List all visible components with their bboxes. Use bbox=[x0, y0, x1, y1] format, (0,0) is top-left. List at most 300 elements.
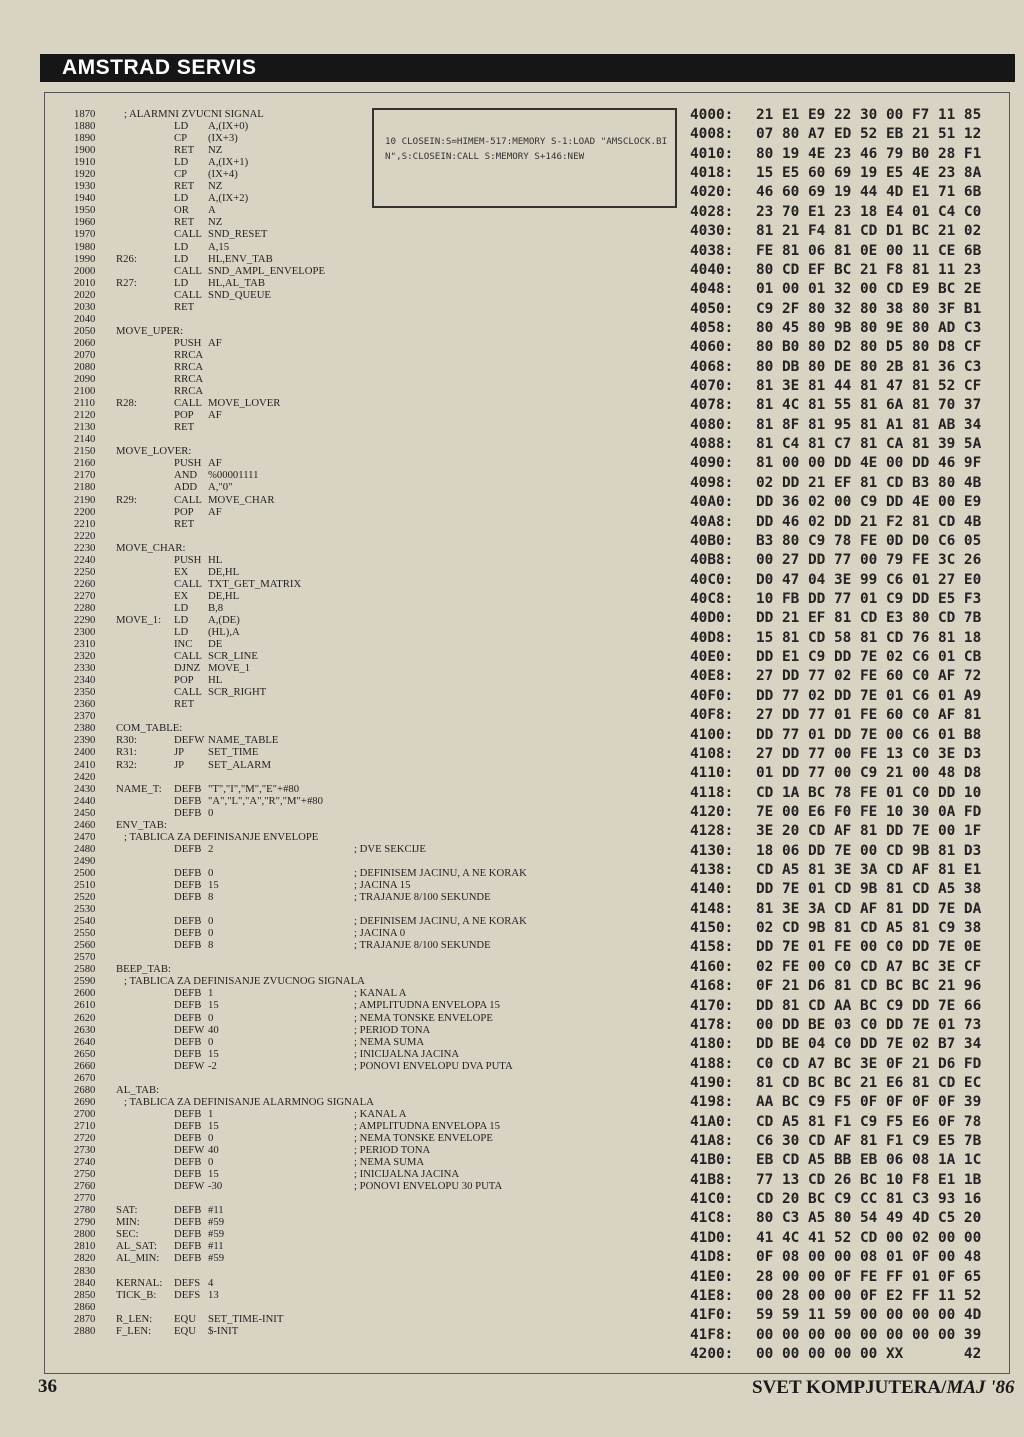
line-number: 2720 bbox=[74, 1131, 96, 1144]
line-opcode: RRCA bbox=[174, 373, 204, 386]
line-operand: 0 bbox=[208, 1156, 214, 1169]
line-operand: 0 bbox=[208, 927, 214, 940]
hex-address: 4028: bbox=[690, 203, 734, 220]
hex-bytes: 0F 21 D6 81 CD BC BC 21 96 bbox=[756, 978, 982, 995]
listing-line bbox=[74, 1180, 674, 1192]
listing-line bbox=[74, 518, 674, 530]
line-number: 2060 bbox=[74, 336, 96, 349]
hex-bytes: DD 21 EF 81 CD E3 80 CD 7B bbox=[756, 610, 982, 627]
line-number: 2430 bbox=[74, 782, 96, 795]
line-opcode: CALL bbox=[174, 288, 202, 301]
hex-row bbox=[690, 784, 1010, 803]
line-number: 2420 bbox=[74, 770, 96, 783]
line-operand: 0 bbox=[208, 1131, 214, 1144]
line-operand: A,15 bbox=[208, 240, 230, 253]
hex-address: 4078: bbox=[690, 397, 734, 414]
line-number: 2190 bbox=[74, 493, 96, 506]
section-title: AMSTRAD SERVIS bbox=[62, 56, 257, 79]
line-operand: "T","I","M","E"+#80 bbox=[208, 782, 300, 795]
line-opcode: LD bbox=[174, 613, 189, 626]
hex-bytes: CD 20 BC C9 CC 81 C3 93 16 bbox=[756, 1191, 982, 1208]
line-opcode: EX bbox=[174, 589, 189, 602]
listing-line bbox=[74, 1228, 674, 1240]
line-number: 2100 bbox=[74, 385, 96, 398]
line-comment: ; JACINA 0 bbox=[354, 927, 406, 940]
listing-line bbox=[74, 1096, 674, 1108]
line-number: 2830 bbox=[74, 1264, 96, 1277]
line-operand: 40 bbox=[208, 1023, 219, 1036]
hex-bytes: 7E 00 E6 F0 FE 10 30 0A FD bbox=[756, 803, 982, 820]
hex-address: 41D0: bbox=[690, 1229, 734, 1246]
listing-line bbox=[74, 590, 674, 602]
hex-bytes: DD 46 02 DD 21 F2 81 CD 4B bbox=[756, 513, 982, 530]
hex-row bbox=[690, 590, 1010, 609]
line-label: MOVE_UPER: bbox=[116, 324, 184, 337]
line-number: 2580 bbox=[74, 963, 96, 976]
line-operand: 8 bbox=[208, 891, 214, 904]
line-number: 2650 bbox=[74, 1047, 96, 1060]
listing-line bbox=[74, 1120, 674, 1132]
line-opcode: LD bbox=[174, 120, 189, 133]
line-opcode: DEFS bbox=[174, 1276, 201, 1289]
line-label: R30: bbox=[116, 734, 137, 747]
hex-row bbox=[690, 416, 1010, 435]
listing-line bbox=[74, 867, 674, 879]
line-number: 2680 bbox=[74, 1083, 96, 1096]
line-operand: #59 bbox=[208, 1216, 225, 1229]
line-number: 2730 bbox=[74, 1144, 96, 1157]
line-number: 2240 bbox=[74, 553, 96, 566]
hex-address: 41A8: bbox=[690, 1133, 734, 1150]
hex-bytes: DD 77 01 DD 7E 00 C6 01 B8 bbox=[756, 726, 982, 743]
hex-address: 40B8: bbox=[690, 552, 734, 569]
hex-address: 41E0: bbox=[690, 1268, 734, 1285]
listing-line bbox=[74, 951, 674, 963]
line-operand: 1 bbox=[208, 987, 214, 1000]
hex-row bbox=[690, 648, 1010, 667]
line-number: 2450 bbox=[74, 806, 96, 819]
line-opcode: JP bbox=[174, 746, 185, 759]
line-number: 2320 bbox=[74, 650, 96, 663]
line-opcode: DEFB bbox=[174, 1228, 202, 1241]
line-number: 2130 bbox=[74, 421, 96, 434]
hex-row bbox=[690, 1209, 1010, 1228]
line-label: MOVE_LOVER: bbox=[116, 445, 192, 458]
hex-row bbox=[690, 300, 1010, 319]
line-opcode: PUSH bbox=[174, 553, 202, 566]
line-number: 2290 bbox=[74, 613, 96, 626]
line-operand: 40 bbox=[208, 1144, 219, 1157]
line-comment: ; KANAL A bbox=[354, 987, 407, 1000]
line-number: 1950 bbox=[74, 204, 96, 217]
line-number: 2140 bbox=[74, 433, 96, 446]
line-number: 2800 bbox=[74, 1228, 96, 1241]
line-opcode: RET bbox=[174, 517, 195, 530]
listing-line bbox=[74, 1012, 674, 1024]
line-opcode: CALL bbox=[174, 577, 202, 590]
line-opcode: POP bbox=[174, 674, 194, 687]
hex-row bbox=[690, 842, 1010, 861]
line-number: 2490 bbox=[74, 854, 96, 867]
hex-row bbox=[690, 396, 1010, 415]
hex-bytes: 81 8F 81 95 81 A1 81 AB 34 bbox=[756, 416, 982, 433]
line-opcode: CALL bbox=[174, 493, 202, 506]
line-label: AL_TAB: bbox=[116, 1083, 160, 1096]
hex-bytes: 80 19 4E 23 46 79 B0 28 F1 bbox=[756, 145, 982, 162]
line-number: 2810 bbox=[74, 1240, 96, 1253]
line-label: R27: bbox=[116, 276, 137, 289]
hex-row bbox=[690, 764, 1010, 783]
listing-line bbox=[74, 566, 674, 578]
line-operand: HL bbox=[208, 553, 223, 566]
hex-bytes: CD A5 81 F1 C9 F5 E6 0F 78 bbox=[756, 1113, 982, 1130]
line-number: 2380 bbox=[74, 722, 96, 735]
line-label: R31: bbox=[116, 746, 137, 759]
line-number: 2870 bbox=[74, 1312, 96, 1325]
hex-row bbox=[690, 1035, 1010, 1054]
line-number: 2230 bbox=[74, 541, 96, 554]
hex-row bbox=[690, 1326, 1010, 1345]
hex-address: 40F0: bbox=[690, 687, 734, 704]
line-number: 2360 bbox=[74, 698, 96, 711]
line-operand: 0 bbox=[208, 806, 214, 819]
hex-bytes: 02 DD 21 EF 81 CD B3 80 4B bbox=[756, 474, 982, 491]
line-number: 2640 bbox=[74, 1035, 96, 1048]
listing-line bbox=[74, 265, 674, 277]
line-number: 2530 bbox=[74, 903, 96, 916]
hex-address: 40A8: bbox=[690, 513, 734, 530]
line-opcode: LD bbox=[174, 252, 189, 265]
hex-row bbox=[690, 106, 1010, 125]
line-opcode: CALL bbox=[174, 686, 202, 699]
line-number: 2170 bbox=[74, 469, 96, 482]
line-number: 1920 bbox=[74, 168, 96, 181]
hex-address: 4188: bbox=[690, 1055, 734, 1072]
hex-row bbox=[690, 164, 1010, 183]
line-number: 1980 bbox=[74, 240, 96, 253]
line-label: BEEP_TAB: bbox=[116, 963, 171, 976]
line-number: 2300 bbox=[74, 626, 96, 639]
hex-row bbox=[690, 454, 1010, 473]
hex-address: 4018: bbox=[690, 165, 734, 182]
hex-row bbox=[690, 513, 1010, 532]
line-number: 2310 bbox=[74, 638, 96, 651]
hex-bytes: DD 7E 01 CD 9B 81 CD A5 38 bbox=[756, 881, 982, 898]
hex-bytes: 15 81 CD 58 81 CD 76 81 18 bbox=[756, 629, 982, 646]
line-opcode: RET bbox=[174, 421, 195, 434]
listing-line bbox=[74, 373, 674, 385]
hex-address: 4038: bbox=[690, 242, 734, 259]
listing-line bbox=[74, 325, 674, 337]
line-operand: SET_TIME-INIT bbox=[208, 1312, 284, 1325]
listing-line bbox=[74, 710, 674, 722]
hex-bytes: 81 00 00 DD 4E 00 DD 46 9F bbox=[756, 455, 982, 472]
hex-bytes: DD 36 02 00 C9 DD 4E 00 E9 bbox=[756, 494, 982, 511]
listing-line bbox=[74, 506, 674, 518]
line-opcode: DEFW bbox=[174, 1180, 205, 1193]
listing-line bbox=[74, 1289, 674, 1301]
line-operand: -2 bbox=[208, 1059, 217, 1072]
listing-line bbox=[74, 903, 674, 915]
line-label: TICK_B: bbox=[116, 1288, 157, 1301]
line-operand: "A","L","A","R","M"+#80 bbox=[208, 794, 323, 807]
magazine-issue: MAJ '86 bbox=[946, 1377, 1015, 1398]
line-label: ENV_TAB: bbox=[116, 818, 167, 831]
assembly-listing bbox=[74, 108, 674, 1358]
listing-line bbox=[74, 241, 674, 253]
line-opcode: AND bbox=[174, 469, 198, 482]
line-opcode: DEFS bbox=[174, 1288, 201, 1301]
listing-line bbox=[74, 746, 674, 758]
line-opcode: RRCA bbox=[174, 385, 204, 398]
line-label: R29: bbox=[116, 493, 137, 506]
line-label: R26: bbox=[116, 252, 137, 265]
hex-address: 4000: bbox=[690, 107, 734, 123]
hex-row bbox=[690, 706, 1010, 725]
hex-bytes: 81 CD BC BC 21 E6 81 CD EC bbox=[756, 1074, 982, 1091]
listing-line bbox=[74, 963, 674, 975]
line-opcode: RET bbox=[174, 144, 195, 157]
hex-bytes: DD 77 02 DD 7E 01 C6 01 A9 bbox=[756, 687, 982, 704]
line-opcode: DEFB bbox=[174, 866, 202, 879]
hex-address: 4098: bbox=[690, 474, 734, 491]
listing-line bbox=[74, 433, 674, 445]
line-label: ; ALARMNI ZVUCNI SIGNAL bbox=[124, 108, 264, 120]
line-comment: ; PERIOD TONA bbox=[354, 1144, 431, 1157]
hex-bytes: DD E1 C9 DD 7E 02 C6 01 CB bbox=[756, 649, 982, 666]
listing-line bbox=[74, 638, 674, 650]
line-number: 2500 bbox=[74, 866, 96, 879]
hex-bytes: 00 00 00 00 00 XX 42 bbox=[756, 1346, 982, 1362]
line-number: 2700 bbox=[74, 1107, 96, 1120]
hex-row bbox=[690, 1345, 1010, 1364]
listing-line bbox=[74, 855, 674, 867]
hex-address: 41C8: bbox=[690, 1210, 734, 1227]
hex-bytes: 3E 20 CD AF 81 DD 7E 00 1F bbox=[756, 823, 982, 840]
hex-bytes: 21 E1 E9 22 30 00 F7 11 85 bbox=[756, 107, 982, 123]
line-opcode: RET bbox=[174, 698, 195, 711]
line-opcode: EQU bbox=[174, 1324, 196, 1337]
line-number: 2860 bbox=[74, 1300, 96, 1313]
line-opcode: LD bbox=[174, 192, 189, 205]
line-operand: 13 bbox=[208, 1288, 219, 1301]
line-operand: 15 bbox=[208, 1047, 219, 1060]
listing-line bbox=[74, 216, 674, 228]
line-operand: A,(DE) bbox=[208, 613, 240, 626]
listing-line bbox=[74, 1204, 674, 1216]
hex-row bbox=[690, 745, 1010, 764]
line-number: 2760 bbox=[74, 1180, 96, 1193]
hex-address: 4020: bbox=[690, 184, 734, 201]
magazine-name: SVET KOMPJUTERA/ bbox=[752, 1377, 947, 1398]
line-opcode: DEFW bbox=[174, 1023, 205, 1036]
hex-address: 41F8: bbox=[690, 1326, 734, 1343]
line-label: MOVE_1: bbox=[116, 613, 162, 626]
line-opcode: DEFB bbox=[174, 1168, 202, 1181]
line-number: 2030 bbox=[74, 300, 96, 313]
hex-row bbox=[690, 880, 1010, 899]
listing-line bbox=[74, 469, 674, 481]
hex-address: 4010: bbox=[690, 145, 734, 162]
line-opcode: PUSH bbox=[174, 457, 202, 470]
line-operand: AF bbox=[208, 409, 222, 422]
hex-address: 41B8: bbox=[690, 1171, 734, 1188]
hex-bytes: CD 1A BC 78 FE 01 C0 DD 10 bbox=[756, 784, 982, 801]
line-number: 2470 bbox=[74, 830, 96, 843]
listing-line bbox=[74, 554, 674, 566]
line-opcode: JP bbox=[174, 758, 185, 771]
line-comment: ; NEMA SUMA bbox=[354, 1035, 425, 1048]
listing-line bbox=[74, 385, 674, 397]
line-opcode: DEFB bbox=[174, 891, 202, 904]
line-label: SAT: bbox=[116, 1204, 138, 1217]
listing-line bbox=[74, 831, 674, 843]
line-operand: A bbox=[208, 204, 216, 217]
listing-line bbox=[74, 1168, 674, 1180]
hex-bytes: 80 CD EF BC 21 F8 81 11 23 bbox=[756, 261, 982, 278]
line-number: 2010 bbox=[74, 276, 96, 289]
line-opcode: CP bbox=[174, 168, 188, 181]
line-opcode: DEFB bbox=[174, 842, 202, 855]
hex-address: 4130: bbox=[690, 842, 734, 859]
line-comment: ; TRAJANJE 8/100 SEKUNDE bbox=[354, 891, 491, 904]
line-opcode: DEFB bbox=[174, 939, 202, 952]
listing-line bbox=[74, 783, 674, 795]
line-opcode: POP bbox=[174, 409, 194, 422]
line-opcode: DJNZ bbox=[174, 662, 201, 675]
hex-row bbox=[690, 997, 1010, 1016]
hex-bytes: 81 3E 81 44 81 47 81 52 CF bbox=[756, 378, 982, 395]
line-number: 2090 bbox=[74, 373, 96, 386]
listing-line bbox=[74, 1156, 674, 1168]
line-comment: ; INICIJALNA JACINA bbox=[354, 1168, 460, 1181]
line-opcode: DEFB bbox=[174, 879, 202, 891]
listing-line bbox=[74, 602, 674, 614]
hex-address: 4090: bbox=[690, 455, 734, 472]
line-opcode: INC bbox=[174, 638, 193, 651]
line-number: 1990 bbox=[74, 252, 96, 265]
hex-bytes: 10 FB DD 77 01 C9 DD E5 F3 bbox=[756, 590, 982, 607]
line-label: AL_MIN: bbox=[116, 1252, 160, 1265]
hex-bytes: 23 70 E1 23 18 E4 01 C4 C0 bbox=[756, 203, 982, 220]
line-operand: (HL),A bbox=[208, 626, 240, 639]
line-label: KERNAL: bbox=[116, 1276, 163, 1289]
line-opcode: RRCA bbox=[174, 348, 204, 361]
line-number: 2460 bbox=[74, 818, 96, 831]
line-opcode: DEFW bbox=[174, 734, 205, 747]
listing-line bbox=[74, 734, 674, 746]
hex-address: 40B0: bbox=[690, 532, 734, 549]
line-opcode: DEFB bbox=[174, 1119, 202, 1132]
hex-address: 4120: bbox=[690, 803, 734, 820]
line-opcode: CALL bbox=[174, 228, 202, 241]
line-opcode: CALL bbox=[174, 397, 202, 410]
line-label: SEC: bbox=[116, 1228, 139, 1241]
line-number: 2210 bbox=[74, 517, 96, 530]
line-operand: 15 bbox=[208, 879, 219, 891]
hex-row bbox=[690, 1055, 1010, 1074]
line-operand: SND_QUEUE bbox=[208, 288, 271, 301]
line-operand: B,8 bbox=[208, 601, 224, 614]
listing-line bbox=[74, 1024, 674, 1036]
line-comment: ; NEMA SUMA bbox=[354, 1156, 425, 1169]
line-number: 2180 bbox=[74, 481, 96, 494]
hex-row bbox=[690, 377, 1010, 396]
hex-bytes: 77 13 CD 26 BC 10 F8 E1 1B bbox=[756, 1171, 982, 1188]
listing-line bbox=[74, 662, 674, 674]
hex-row bbox=[690, 571, 1010, 590]
listing-line bbox=[74, 542, 674, 554]
line-opcode: DEFB bbox=[174, 1240, 202, 1253]
hex-row bbox=[690, 958, 1010, 977]
page-number: 36 bbox=[38, 1376, 57, 1397]
line-operand: NZ bbox=[208, 144, 223, 157]
listing-line bbox=[74, 253, 674, 265]
line-number: 2220 bbox=[74, 529, 96, 542]
line-comment: ; DVE SEKCIJE bbox=[354, 842, 426, 855]
listing-line bbox=[74, 1192, 674, 1204]
hex-bytes: 80 45 80 9B 80 9E 80 AD C3 bbox=[756, 319, 982, 336]
line-number: 2840 bbox=[74, 1276, 96, 1289]
hex-bytes: DD BE 04 C0 DD 7E 02 B7 34 bbox=[756, 1036, 982, 1053]
line-comment: ; PONOVI ENVELOPU 30 PUTA bbox=[354, 1180, 503, 1193]
line-opcode: DEFB bbox=[174, 806, 202, 819]
listing-line bbox=[74, 771, 674, 783]
line-number: 2040 bbox=[74, 312, 96, 325]
listing-line bbox=[74, 843, 674, 855]
line-operand: %00001111 bbox=[208, 469, 259, 482]
line-operand: SET_ALARM bbox=[208, 758, 271, 771]
hex-bytes: 02 FE 00 C0 CD A7 BC 3E CF bbox=[756, 958, 982, 975]
line-opcode: DEFB bbox=[174, 794, 202, 807]
hex-row bbox=[690, 629, 1010, 648]
hex-row bbox=[690, 861, 1010, 880]
line-opcode: LD bbox=[174, 601, 189, 614]
line-comment: ; DEFINISEM JACINU, A NE KORAK bbox=[354, 866, 527, 879]
hex-bytes: DD 7E 01 FE 00 C0 DD 7E 0E bbox=[756, 939, 982, 956]
listing-line bbox=[74, 457, 674, 469]
line-operand: A,(IX+1) bbox=[208, 156, 249, 169]
line-number: 2780 bbox=[74, 1204, 96, 1217]
hex-address: 4178: bbox=[690, 1016, 734, 1033]
line-opcode: DEFB bbox=[174, 987, 202, 1000]
listing-line bbox=[74, 1301, 674, 1313]
magazine-footer bbox=[752, 1377, 1015, 1399]
line-operand: AF bbox=[208, 336, 222, 349]
hex-row bbox=[690, 1248, 1010, 1267]
hex-address: 4160: bbox=[690, 958, 734, 975]
line-operand: SCR_LINE bbox=[208, 650, 258, 663]
hex-row bbox=[690, 977, 1010, 996]
listing-line bbox=[74, 650, 674, 662]
hex-address: 40E0: bbox=[690, 649, 734, 666]
listing-line bbox=[74, 1144, 674, 1156]
line-number: 2080 bbox=[74, 360, 96, 373]
line-opcode: LD bbox=[174, 240, 189, 253]
listing-line bbox=[74, 614, 674, 626]
hex-address: 4040: bbox=[690, 261, 734, 278]
listing-line bbox=[74, 1325, 674, 1337]
line-label: R28: bbox=[116, 397, 137, 410]
hex-bytes: 27 DD 77 01 FE 60 C0 AF 81 bbox=[756, 707, 982, 724]
hex-row bbox=[690, 319, 1010, 338]
hex-address: 4128: bbox=[690, 823, 734, 840]
hex-row bbox=[690, 1171, 1010, 1190]
line-operand: A,"0" bbox=[208, 481, 233, 494]
hex-bytes: 80 C3 A5 80 54 49 4D C5 20 bbox=[756, 1210, 982, 1227]
line-number: 2540 bbox=[74, 915, 96, 928]
listing-line bbox=[74, 313, 674, 325]
